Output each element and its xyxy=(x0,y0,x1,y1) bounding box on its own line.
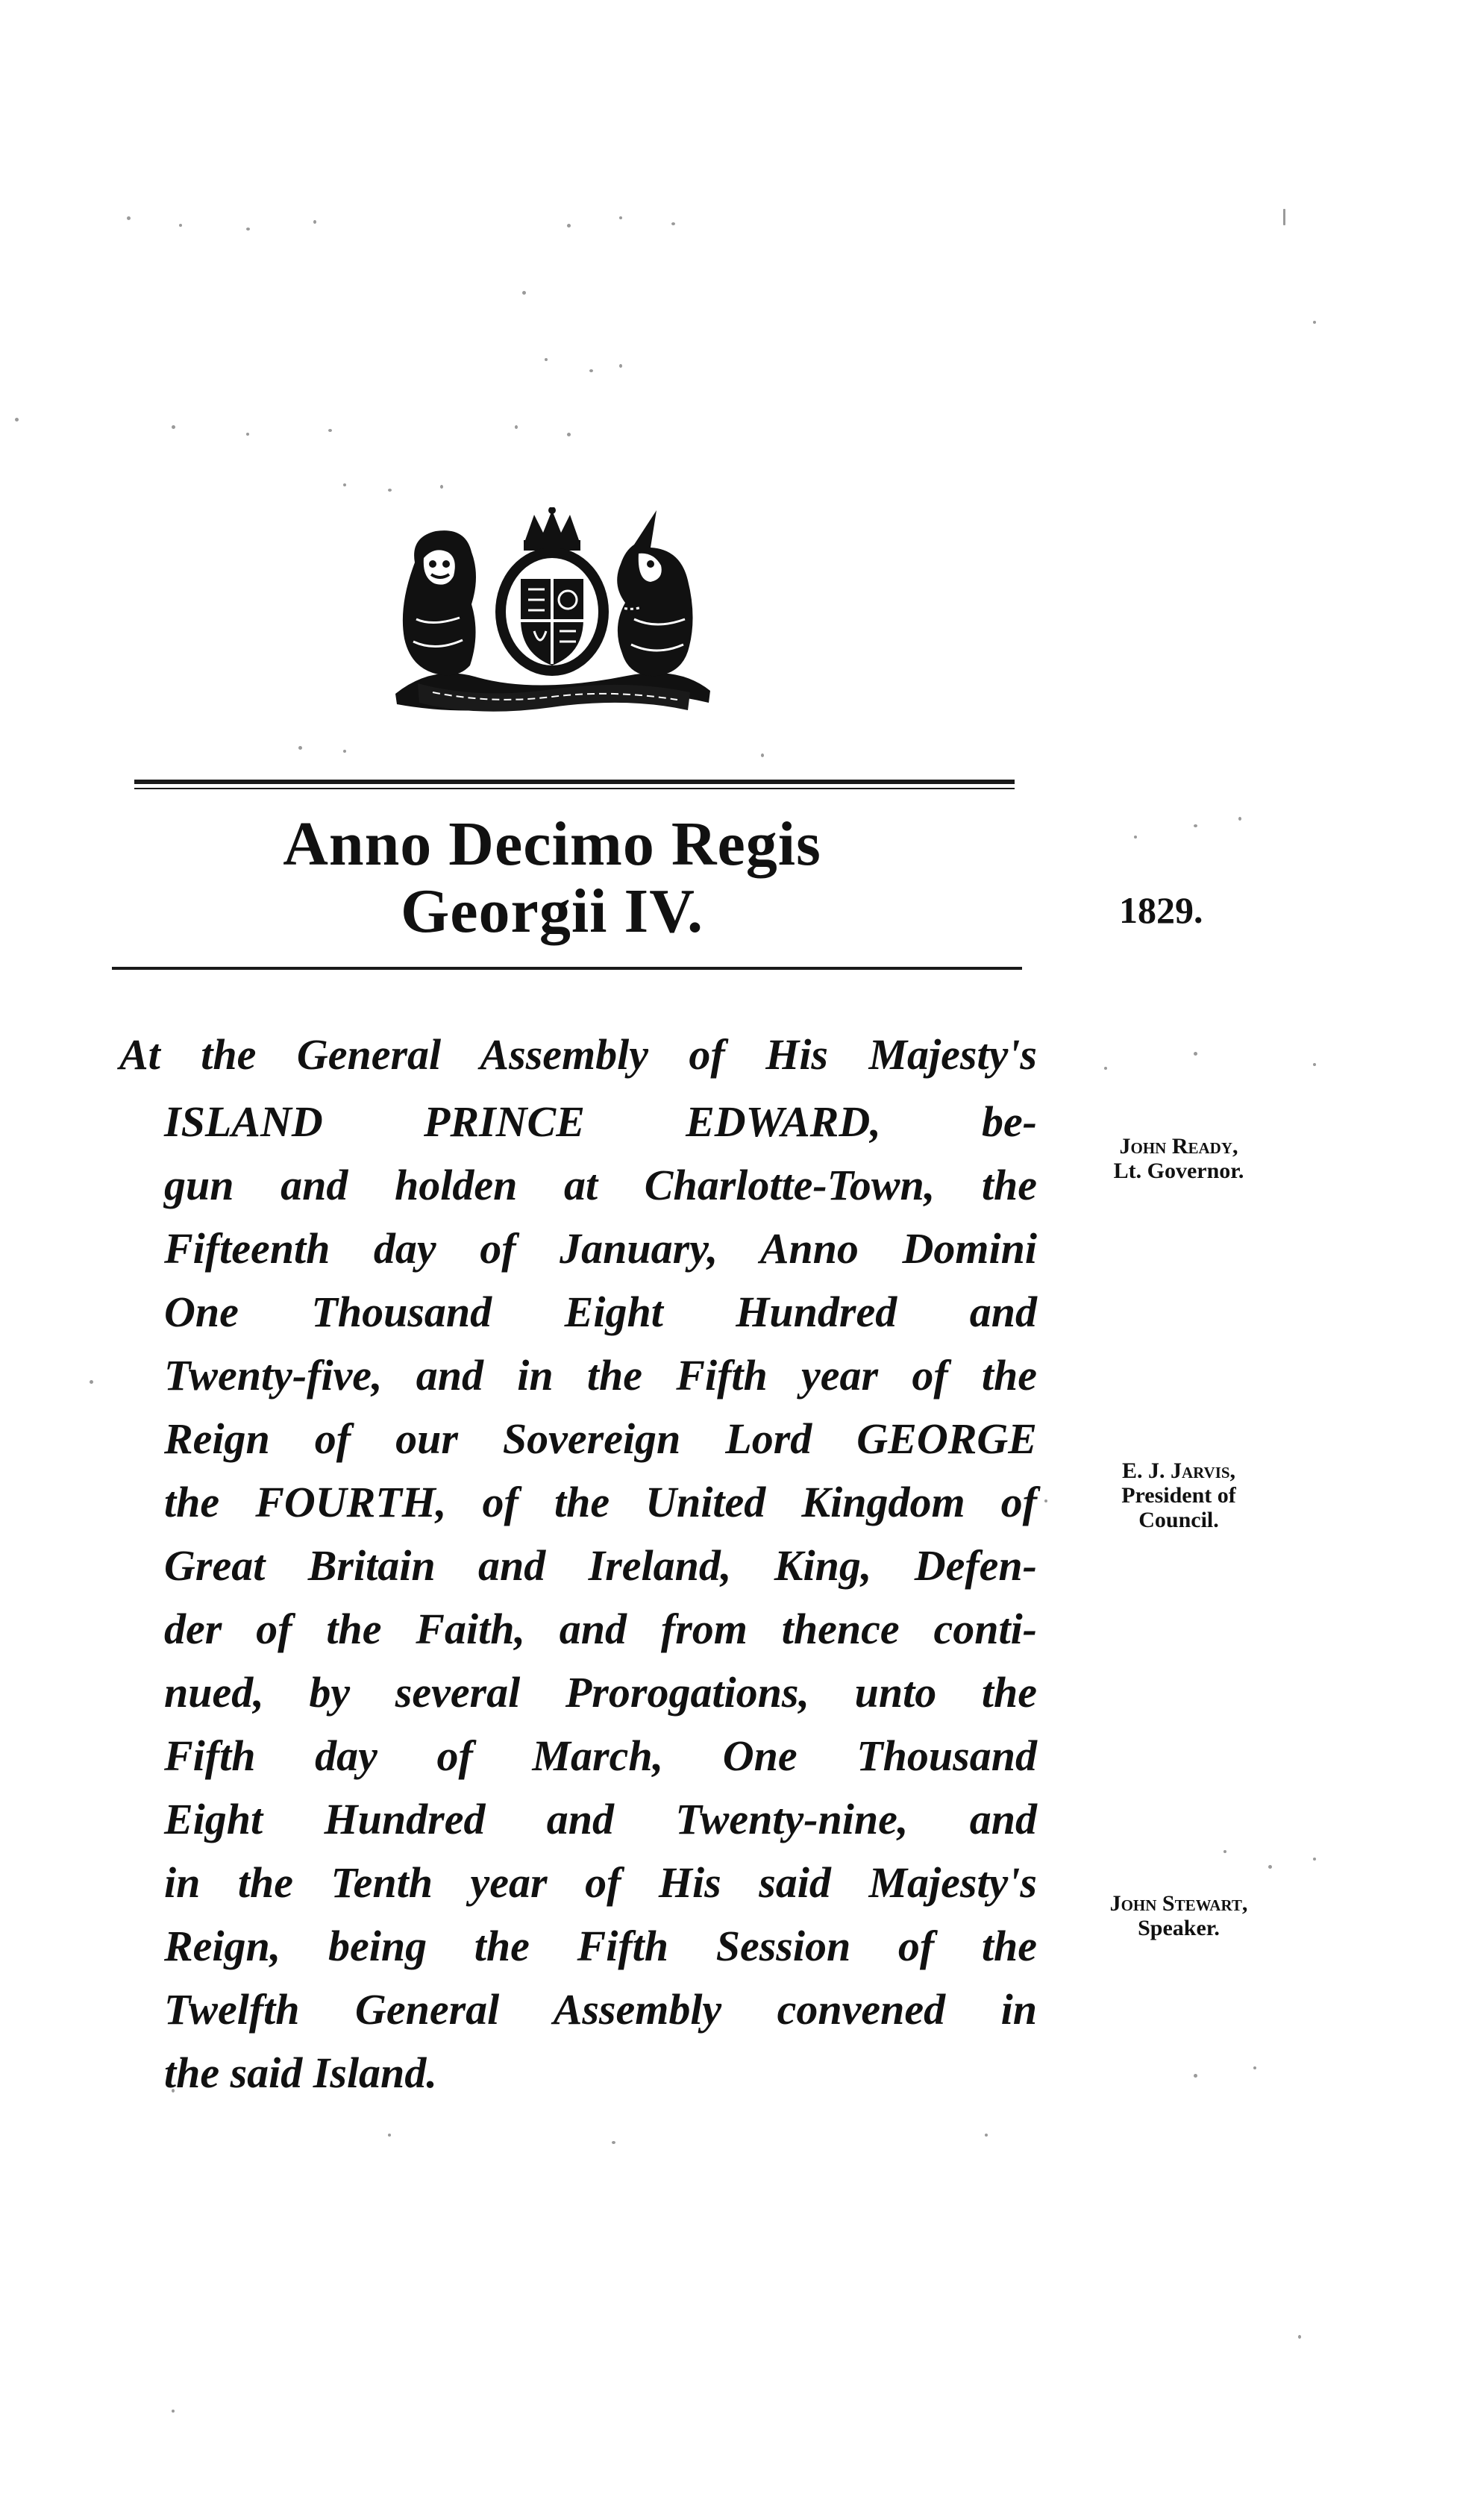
paper-speck xyxy=(388,489,392,492)
paper-speck xyxy=(589,369,593,372)
marginal-note-name: E. J. Jarvis, xyxy=(1121,1458,1236,1483)
preamble-line: ISLAND PRINCE EDWARD, be- xyxy=(164,1097,1037,1146)
paper-speck xyxy=(1313,321,1316,324)
paper-speck xyxy=(1104,1067,1107,1070)
paper-speck xyxy=(1134,836,1137,839)
marginal-note-role: Lt. Governor. xyxy=(1113,1159,1244,1183)
paper-speck xyxy=(1313,1858,1316,1861)
title-line-1: Anno Decimo Regis xyxy=(283,809,821,879)
paper-speck xyxy=(1238,817,1241,821)
marginal-note-name: John Stewart, xyxy=(1109,1891,1248,1916)
marginal-note-name: John Ready, xyxy=(1119,1134,1238,1159)
preamble-line: One Thousand Eight Hundred and xyxy=(164,1288,1037,1336)
preamble-line: Twelfth General Assembly convened in xyxy=(164,1985,1037,2034)
paper-speck xyxy=(343,750,346,753)
paper-speck xyxy=(15,418,19,421)
paper-speck xyxy=(172,2410,175,2413)
preamble-line: Eight Hundred and Twenty-nine, and xyxy=(164,1795,1037,1843)
paper-speck xyxy=(343,483,346,486)
preamble-line: Reign, being the Fifth Session of the xyxy=(164,1922,1037,1970)
paper-speck xyxy=(246,433,249,436)
paper-speck xyxy=(246,228,250,231)
paper-speck xyxy=(328,429,332,432)
year: 1829. xyxy=(1119,889,1203,931)
preamble-line: Fifteenth day of January, Anno Domini xyxy=(164,1224,1037,1273)
preamble-line: At the General Assembly of His Majesty's xyxy=(119,1030,1037,1079)
paper-speck xyxy=(545,358,548,361)
paper-speck xyxy=(522,291,526,295)
paper-speck xyxy=(1194,2074,1197,2078)
paper-speck xyxy=(671,222,675,225)
marginal-note-governor xyxy=(1059,1134,1298,1183)
bottom-rule xyxy=(112,967,1022,970)
paper-speck xyxy=(1313,1063,1316,1066)
marginal-note-speaker xyxy=(1059,1891,1298,1940)
paper-speck xyxy=(1044,1499,1047,1502)
paper-speck xyxy=(127,216,131,220)
paper-speck xyxy=(1253,2066,1256,2069)
preamble-line: Great Britain and Ireland, King, Defen- xyxy=(164,1541,1037,1590)
preamble-line: Fifth day of March, One Thousand xyxy=(164,1731,1037,1780)
top-double-rule-thin xyxy=(134,788,1015,789)
preamble-line: nued, by several Prorogations, unto the xyxy=(164,1668,1037,1717)
paper-speck xyxy=(985,2134,988,2137)
paper-speck xyxy=(567,433,571,436)
paper-speck xyxy=(440,485,443,489)
paper-speck xyxy=(1223,1850,1226,1853)
paper-speck xyxy=(298,746,302,750)
preamble-line: in the Tenth year of His said Majesty's xyxy=(164,1858,1037,1907)
paper-speck xyxy=(313,220,316,224)
preamble-line: gun and holden at Charlotte-Town, the xyxy=(164,1161,1037,1209)
marginal-note-role: President of Council. xyxy=(1121,1483,1236,1532)
title-line-2: Georgii IV. xyxy=(400,877,704,946)
preamble-line: the FOURTH, of the United Kingdom of xyxy=(164,1478,1037,1526)
royal-coat-of-arms-icon xyxy=(388,507,716,731)
paper-speck xyxy=(619,216,622,219)
paper-speck xyxy=(567,224,571,228)
paper-speck xyxy=(1194,824,1197,827)
paper-speck xyxy=(1194,1052,1197,1056)
paper-speck xyxy=(1283,209,1285,225)
paper-speck xyxy=(515,425,518,429)
paper-speck xyxy=(612,2141,615,2144)
top-double-rule xyxy=(134,780,1015,784)
paper-speck xyxy=(619,364,622,368)
preamble-line: Reign of our Sovereign Lord GEORGE xyxy=(164,1414,1037,1463)
paper-speck xyxy=(172,425,175,429)
paper-speck xyxy=(179,224,182,227)
preamble-line: der of the Faith, and from thence conti- xyxy=(164,1605,1037,1653)
paper-speck xyxy=(388,2134,391,2137)
paper-speck xyxy=(1298,2335,1301,2339)
paper-speck xyxy=(1268,1865,1272,1869)
paper-speck xyxy=(761,753,764,757)
paper-speck xyxy=(90,1380,93,1384)
preamble-line: the said Island. xyxy=(164,2049,437,2097)
preamble-line: Twenty-five, and in the Fifth year of the xyxy=(164,1351,1037,1400)
marginal-note-role: Speaker. xyxy=(1138,1916,1220,1940)
marginal-note-president xyxy=(1059,1458,1298,1532)
